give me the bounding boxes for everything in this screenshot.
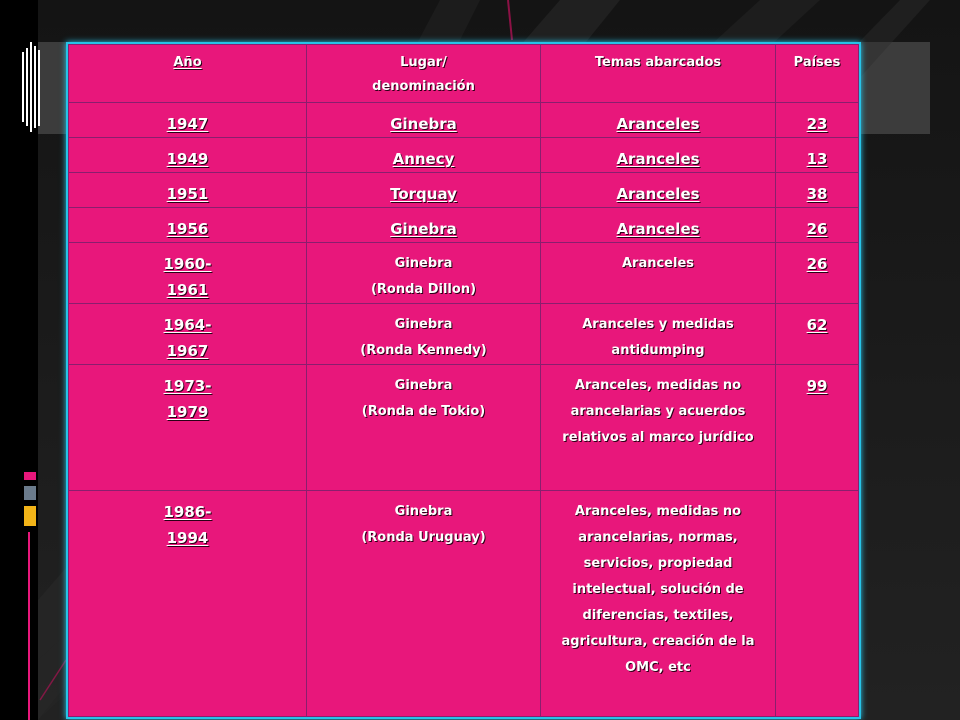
topics-cell: Aranceles <box>541 208 776 243</box>
header-countries: Países <box>776 45 859 103</box>
topics-cell: Aranceles <box>541 173 776 208</box>
countries-cell: 62 <box>776 304 859 365</box>
left-accent-marks <box>24 472 38 720</box>
table-row <box>69 491 859 717</box>
year-cell: 1960- 1961 <box>69 243 307 304</box>
left-bars-icon <box>22 42 42 138</box>
place-cell: Annecy <box>307 138 541 173</box>
place-cell: Ginebra <box>307 103 541 138</box>
topics-cell: Aranceles, medidas no arancelarias y acuerdos relativos al marco jurídico <box>541 365 776 491</box>
table-row <box>69 304 859 365</box>
header-topics: Temas abarcados <box>541 45 776 103</box>
topics-cell: Aranceles, medidas no arancelarias, normas, servicios, propiedad intelectual, solución de diferencias, textiles, agricultura, creación de la OMC, etc <box>541 491 776 717</box>
countries-cell <box>776 491 859 717</box>
table-row <box>69 243 859 304</box>
countries-cell: 13 <box>776 138 859 173</box>
year-cell: 1973- 1979 <box>69 365 307 491</box>
year-cell: 1964- 1967 <box>69 304 307 365</box>
gatt-rounds-table <box>66 42 861 719</box>
year-cell: 1986- 1994 <box>69 491 307 717</box>
place-cell: Ginebra (Ronda Dillon) <box>307 243 541 304</box>
table-row <box>69 103 859 138</box>
year-cell: 1947 <box>69 103 307 138</box>
countries-cell: 26 <box>776 243 859 304</box>
countries-cell: 23 <box>776 103 859 138</box>
place-cell: Torquay <box>307 173 541 208</box>
header-year: Año <box>69 45 307 103</box>
countries-cell: 26 <box>776 208 859 243</box>
year-cell: 1951 <box>69 173 307 208</box>
topics-cell: Aranceles <box>541 243 776 304</box>
table-row <box>69 365 859 491</box>
countries-cell: 38 <box>776 173 859 208</box>
place-cell: Ginebra (Ronda de Tokio) <box>307 365 541 491</box>
place-cell: Ginebra (Ronda Uruguay) <box>307 491 541 717</box>
countries-cell: 99 <box>776 365 859 491</box>
topics-cell: Aranceles <box>541 103 776 138</box>
table-row <box>69 208 859 243</box>
place-cell: Ginebra <box>307 208 541 243</box>
year-cell: 1956 <box>69 208 307 243</box>
table-row <box>69 138 859 173</box>
header-place: Lugar/ denominación <box>307 45 541 103</box>
table-header-row <box>69 45 859 103</box>
table-row <box>69 173 859 208</box>
place-cell: Ginebra (Ronda Kennedy) <box>307 304 541 365</box>
year-cell: 1949 <box>69 138 307 173</box>
topics-cell: Aranceles <box>541 138 776 173</box>
topics-cell: Aranceles y medidas antidumping <box>541 304 776 365</box>
